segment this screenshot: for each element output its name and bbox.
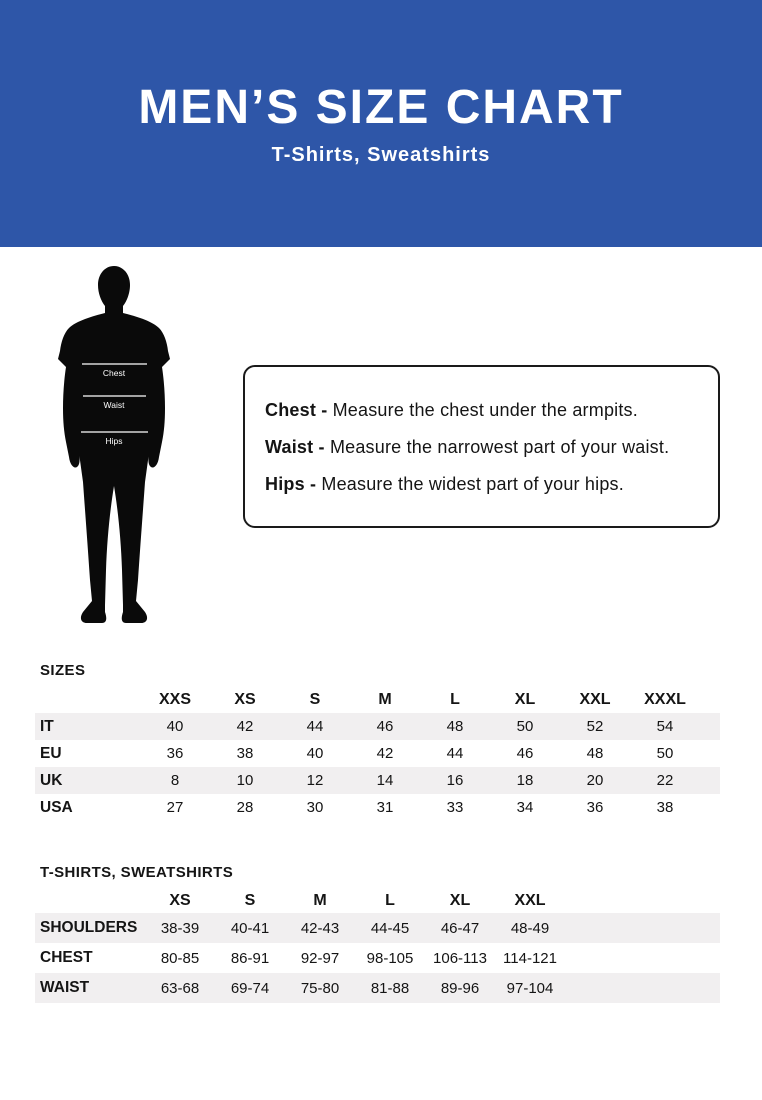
instruction-waist [265,435,718,459]
header-row [35,889,720,913]
size-value: 44 [446,745,464,762]
column-header: L [450,690,460,708]
column-header: XL [449,892,471,909]
table-row [35,713,720,740]
instruction-hips [265,472,718,496]
size-value: 20 [586,772,604,789]
size-value: 28 [236,799,254,816]
table-row [35,973,720,1003]
size-value: 22 [656,772,674,789]
column-header: XL [514,690,536,708]
size-value: 52 [586,718,604,735]
size-value: 63-68 [160,979,200,997]
size-value: 42-43 [300,919,340,937]
size-value: 46 [516,745,534,762]
column-header: S [244,892,256,909]
size-value: 48 [586,745,604,762]
column-header: L [385,892,395,909]
row-label: USA [40,798,73,816]
size-value: 114-121 [503,949,557,967]
column-header: M [378,690,392,708]
hips-line-label: Hips [105,436,123,446]
size-value: 30 [306,799,324,816]
chest-line-label: Chest [102,368,126,378]
instruction-hips-text: Measure the widest part of your hips. [321,474,624,494]
size-value: 12 [306,772,324,789]
size-value: 48-49 [510,919,550,937]
size-value: 50 [516,718,534,735]
instruction-chest-term: Chest - [265,400,328,420]
male-silhouette-figure [55,260,175,628]
size-value: 40 [306,745,324,762]
table-row [35,767,720,794]
page-subtitle: T-Shirts, Sweatshirts [271,144,491,166]
row-label: WAIST [40,979,90,996]
size-value: 46 [376,718,394,735]
size-value: 92-97 [300,949,340,967]
size-value: 27 [166,799,184,816]
column-header: M [313,892,327,909]
size-value: 44-45 [370,919,410,937]
size-value: 75-80 [300,979,340,997]
column-header: XXXL [644,690,686,708]
size-value: 89-96 [440,979,480,997]
measurement-instructions-box [243,365,720,528]
size-value: 40 [166,718,184,735]
size-value: 36 [166,745,184,762]
row-label: IT [40,717,54,735]
size-value: 42 [376,745,394,762]
column-header: S [309,690,321,708]
size-value: 48 [446,718,464,735]
column-header: XS [169,892,191,909]
row-label: SHOULDERS [40,919,138,936]
size-value: 106-113 [433,949,487,967]
size-value: 38-39 [160,919,200,937]
size-value: 18 [516,772,534,789]
sizes-table-title: SIZES [40,662,86,679]
tshirts-table-title: T-SHIRTS, SWEATSHIRTS [40,864,234,881]
size-value: 46-47 [440,919,480,937]
size-value: 44 [306,718,324,735]
column-header: XXL [579,690,611,708]
table-row [35,740,720,767]
page-title: MEN’S SIZE CHART [138,81,624,134]
waist-line-label: Waist [103,400,125,410]
header-row [35,686,720,713]
column-header: XXL [514,892,546,909]
instruction-hips-term: Hips - [265,474,317,494]
table-row [35,794,720,821]
sizes-table [35,686,720,821]
table-row [35,913,720,943]
row-label: EU [40,744,62,762]
table-row [35,943,720,973]
size-value: 81-88 [370,979,410,997]
row-label: CHEST [40,949,93,966]
size-value: 38 [236,745,254,762]
size-value: 36 [586,799,604,816]
column-header: XS [234,690,256,708]
size-value: 31 [376,799,394,816]
size-value: 34 [516,799,534,816]
instruction-chest-text: Measure the chest under the armpits. [332,400,638,420]
size-value: 40-41 [230,919,270,937]
size-value: 97-104 [506,979,554,997]
size-value: 98-105 [366,949,414,967]
size-value: 33 [446,799,464,816]
size-value: 38 [656,799,674,816]
header-banner [0,0,762,247]
tshirts-table [35,889,720,1003]
size-value: 50 [656,745,674,762]
size-value: 14 [376,772,394,789]
size-value: 69-74 [230,979,270,997]
instruction-waist-term: Waist - [265,437,325,457]
size-value: 16 [446,772,464,789]
column-header: XXS [158,690,191,708]
size-value: 10 [236,772,254,789]
size-value: 42 [236,718,254,735]
instruction-waist-text: Measure the narrowest part of your waist. [329,437,670,457]
size-value: 86-91 [230,949,270,967]
size-value: 80-85 [160,949,200,967]
instruction-chest [265,398,718,422]
size-value: 54 [656,718,674,735]
row-label: UK [40,771,63,789]
size-value: 8 [170,772,180,789]
